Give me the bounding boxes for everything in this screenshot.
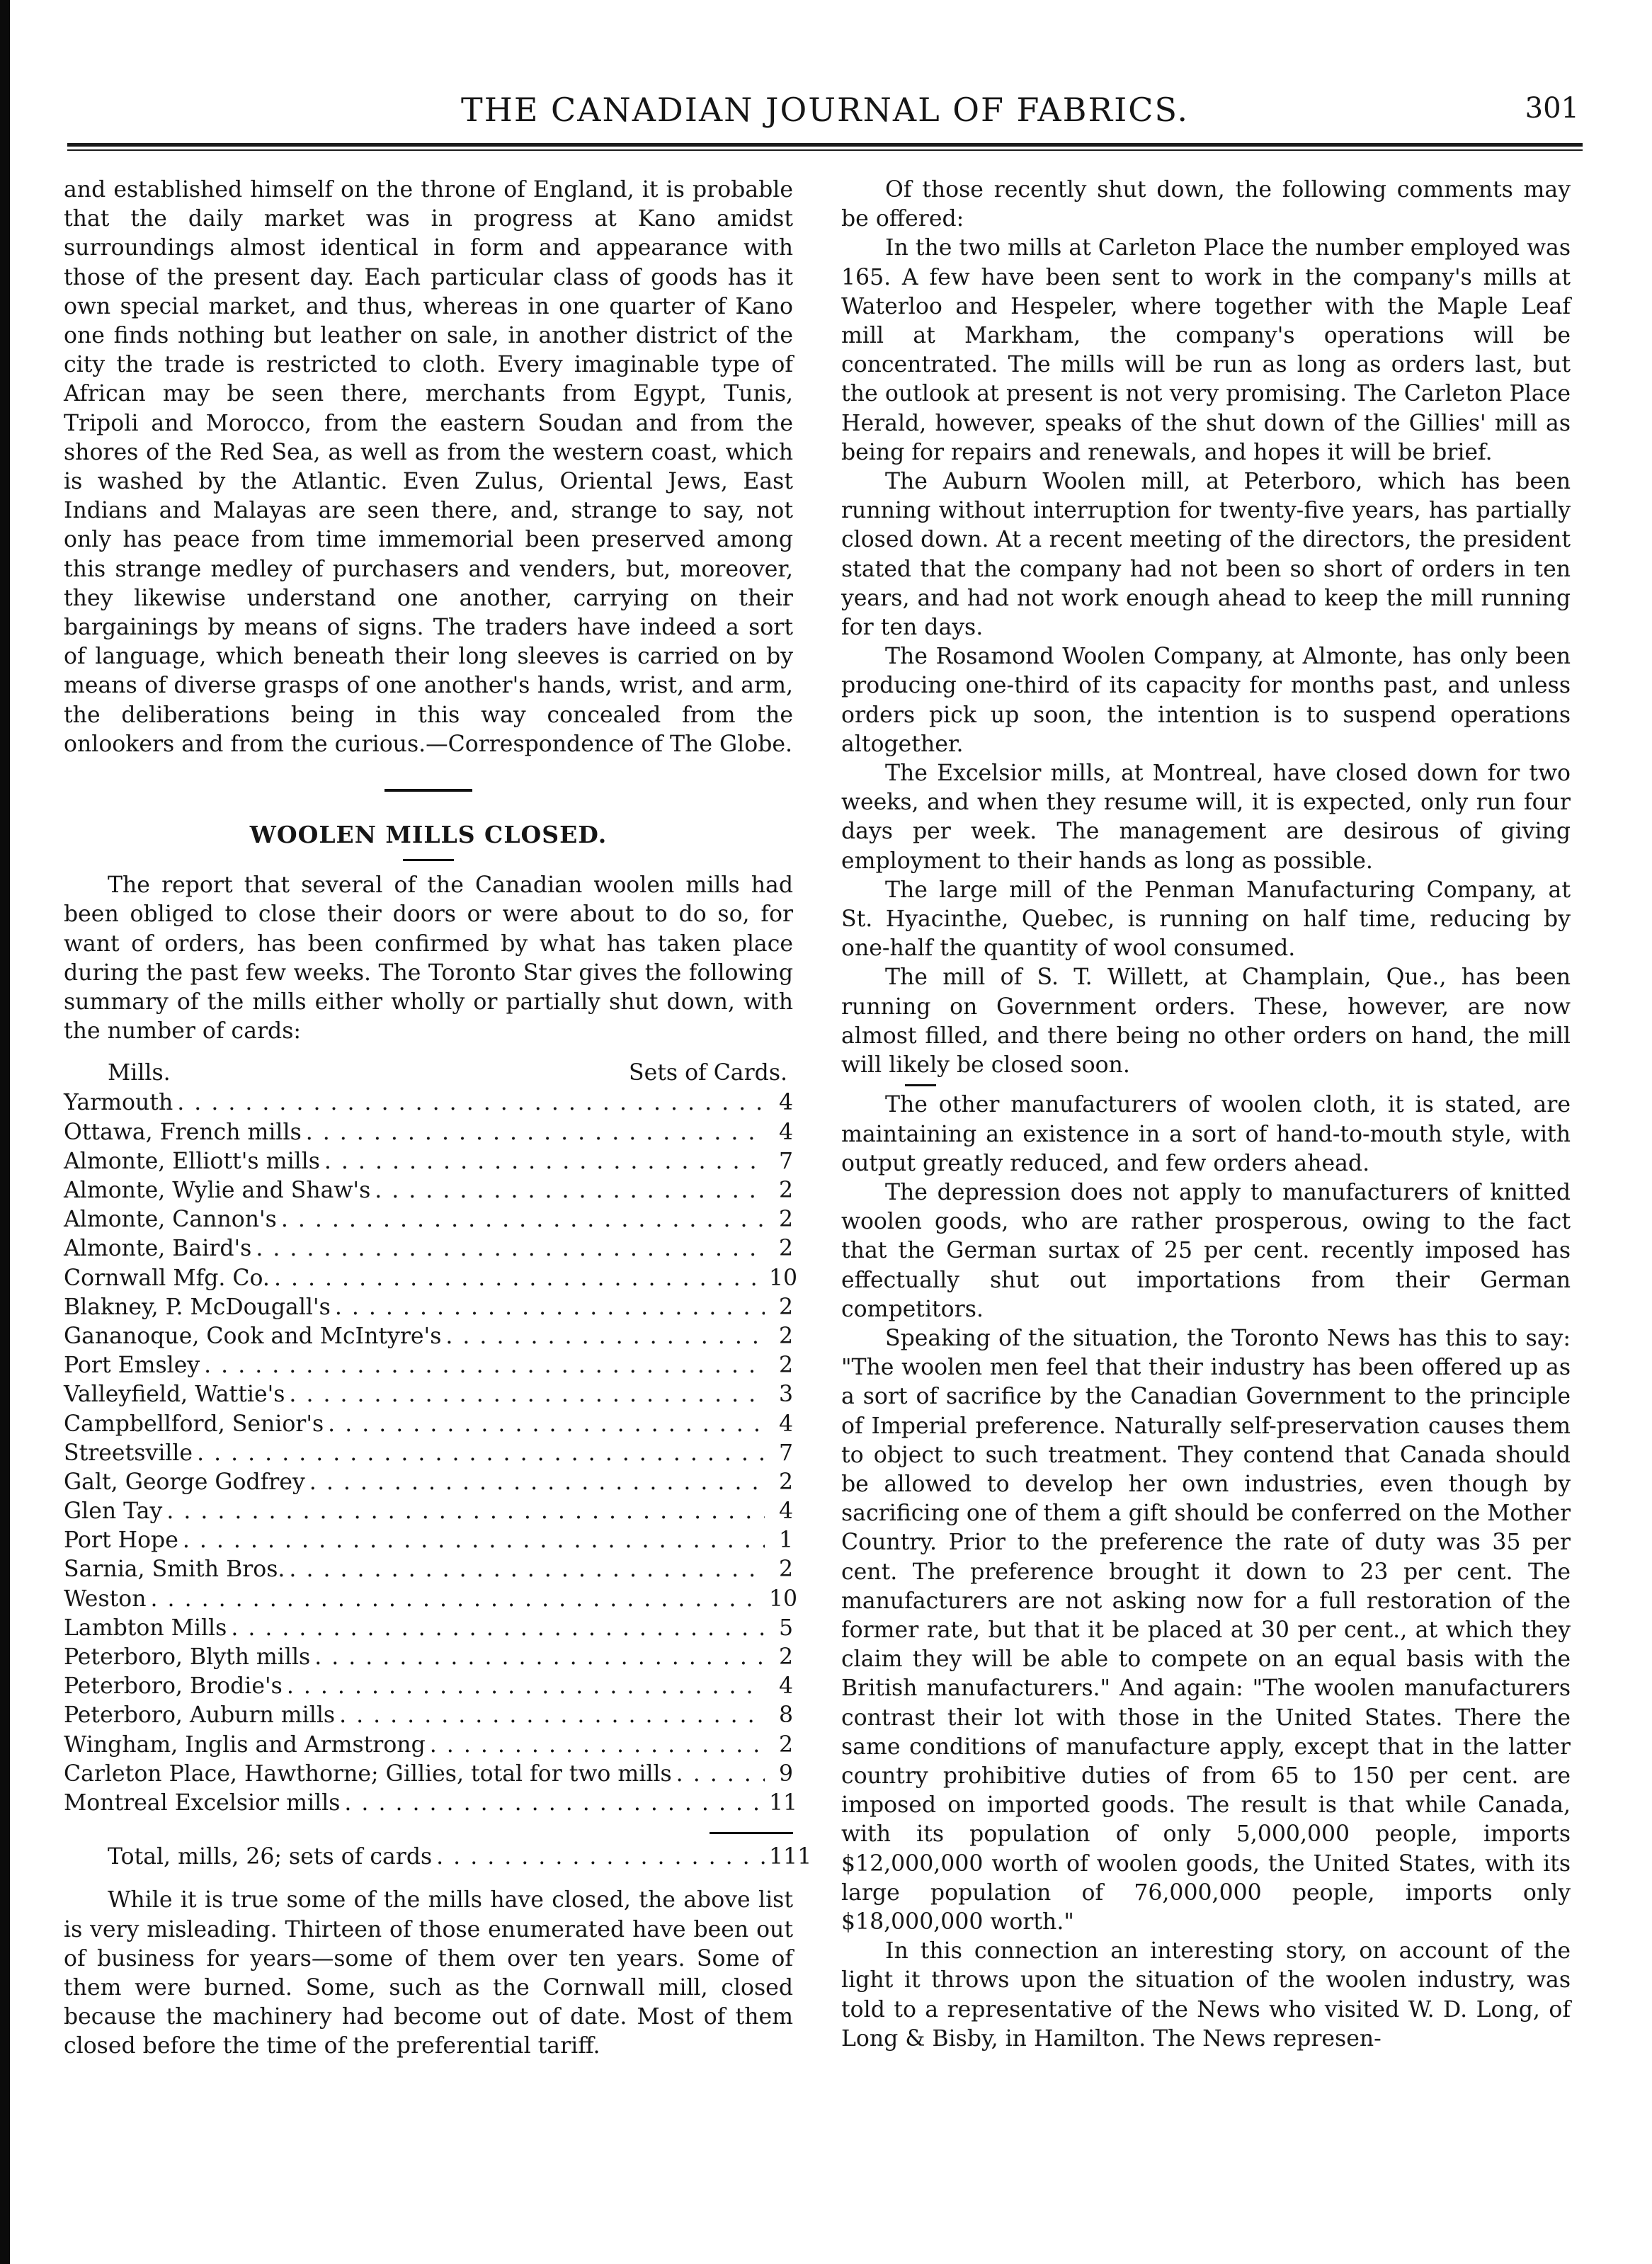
table-row xyxy=(64,1672,793,1701)
total-rule xyxy=(710,1832,793,1834)
table-row xyxy=(64,1264,798,1293)
mill-name: Almonte, Elliott's mills xyxy=(64,1148,320,1174)
running-header xyxy=(64,91,1586,140)
article-paragraph: Speaking of the situation, the Toronto News has this to say: "The woolen men feel that their industry has been offered up as a sort of sacrifice by the Canadian Government to the principle of Imperial preference. Naturally self-preservation causes them to object to such treatment. They contend that Canada should be allowed to develop her own industries, even though by sacrificing one of them a gift should be conferred on the Mother Country. Prior to the preference the rate of duty was 35 per cent. The preference brought it down to 23 per cent. The manufacturers are not asking now for a full restoration of the former rate, but that it be placed at 30 per cent., at which they claim they will be able to compete on an equal basis with the British manufacturers." And again: "The woolen manufacturers contrast their lot with those in the United States. There the same conditions of manufacture apply, except that in the latter country prohibitive duties of from 65 to 150 per cent. are imposed on imported goods. The result is that while Canada, with its population of only 5,000,000 people, imports $12,000,000 worth of woolen goods, the United States, with its large population of 76,000,000 people, imports only $18,000,000 worth." xyxy=(841,1325,1571,1935)
card-count: 4 xyxy=(778,1411,793,1437)
total-value: 111 xyxy=(769,1844,812,1870)
card-count: 4 xyxy=(778,1498,793,1525)
table-row xyxy=(64,1205,793,1234)
leader-dots xyxy=(274,1264,765,1293)
table-row xyxy=(64,1118,793,1147)
leader-dots xyxy=(281,1205,765,1234)
leader-dots xyxy=(183,1526,765,1555)
card-count: 9 xyxy=(778,1760,793,1787)
leader-dots xyxy=(166,1497,765,1526)
table-row xyxy=(64,1410,793,1439)
card-count: 2 xyxy=(778,1294,793,1320)
mill-name: Almonte, Cannon's xyxy=(64,1207,277,1233)
table-total-row xyxy=(64,1843,812,1872)
total-label: Total, mills, 26; sets of cards xyxy=(108,1844,433,1870)
page-edge-rule xyxy=(0,0,10,2264)
mill-name: Ottawa, French mills xyxy=(64,1119,302,1145)
card-count: 5 xyxy=(778,1615,793,1641)
card-count: 10 xyxy=(769,1265,798,1291)
leader-dots xyxy=(344,1789,765,1818)
table-row xyxy=(64,1789,798,1818)
leader-dots xyxy=(306,1118,765,1147)
section-divider xyxy=(384,789,472,792)
card-count: 2 xyxy=(778,1731,793,1758)
card-count: 2 xyxy=(778,1353,793,1379)
mill-name: Port Hope xyxy=(64,1528,178,1554)
card-count: 10 xyxy=(769,1586,798,1612)
article-paragraph: The Auburn Woolen mill, at Peterboro, which has been running without interruption for twenty-five years, has partially closed down. At a recent meeting of the directors, the president stated that the company had not been so short of orders in ten years, and had not work enough ahead to keep the mill running for ten days. xyxy=(841,469,1571,641)
card-count: 2 xyxy=(778,1469,793,1495)
card-count: 2 xyxy=(778,1178,793,1204)
leader-dots xyxy=(204,1351,765,1380)
mill-name: Montreal Excelsior mills xyxy=(64,1790,341,1816)
table-row xyxy=(64,1322,793,1351)
article-paragraph: In this connection an interesting story, on account of the light it throws upon the situation of the woolen industry, was told to a representative of the News who visited W. D. Long, of Long & Bisby, in Hamilton. The News represen- xyxy=(841,1938,1571,2052)
article-paragraph: Of those recently shut down, the following comments may be offered: xyxy=(841,177,1571,232)
table-row xyxy=(64,1760,793,1789)
leader-dots xyxy=(328,1410,765,1439)
leader-dots xyxy=(231,1614,765,1643)
leader-dots xyxy=(676,1760,765,1789)
leader-dots xyxy=(177,1088,765,1117)
card-count: 3 xyxy=(778,1382,793,1408)
table-row xyxy=(64,1526,793,1555)
leader-dots xyxy=(289,1555,765,1584)
mill-name: Streetsville xyxy=(64,1440,193,1466)
mill-name: Blakney, P. McDougall's xyxy=(64,1294,331,1320)
table-row xyxy=(64,1351,793,1380)
mill-name: Valleyfield, Wattie's xyxy=(64,1382,285,1408)
article-paragraph: The large mill of the Penman Manufacturing Company, at St. Hyacinthe, Quebec, is running on half time, reducing by one-half the quantity of wool consumed. xyxy=(841,877,1571,962)
leader-dots xyxy=(289,1380,765,1409)
article-headline: WOOLEN MILLS CLOSED. xyxy=(249,821,608,849)
card-count: 4 xyxy=(778,1119,793,1145)
article-paragraph: In the two mills at Carleton Place the number employed was 165. A few have been sent to work in the company's mills at Waterloo and Hespeler, where together with the Maple Leaf mill at Markham, the company's operations will be concentrated. The mills will be run as long as orders last, but the outlook at present is not very promising. The Carleton Place Herald, however, speaks of the shut down of the Gillies' mill as being for repairs and renewals, and hopes it will be brief. xyxy=(841,235,1571,465)
table-body xyxy=(64,1088,798,1818)
mill-name: Glen Tay xyxy=(64,1498,163,1525)
leader-dots xyxy=(375,1176,765,1205)
journal-title: THE CANADIAN JOURNAL OF FABRICS. xyxy=(461,91,1189,129)
article-paragraph: The Excelsior mills, at Montreal, have closed down for two weeks, and when they resume will, it is expected, only run four days per week. The management are desirous of giving employment to their hands as long as possible. xyxy=(841,761,1571,874)
mill-name: Yarmouth xyxy=(64,1090,173,1116)
mill-name: Cornwall Mfg. Co. xyxy=(64,1265,270,1291)
table-row xyxy=(64,1439,793,1468)
page-number: 301 xyxy=(1525,92,1579,125)
left-column xyxy=(64,176,812,2061)
paragraph-rule xyxy=(905,1084,936,1086)
leader-dots xyxy=(197,1439,765,1468)
mill-name: Lambton Mills xyxy=(64,1615,227,1641)
mill-name: Gananoque, Cook and McIntyre's xyxy=(64,1323,442,1349)
card-count: 2 xyxy=(778,1207,793,1233)
mill-name: Almonte, Baird's xyxy=(64,1236,252,1262)
leader-dots xyxy=(445,1322,765,1351)
leader-dots xyxy=(309,1468,765,1497)
table-row xyxy=(64,1555,793,1584)
mill-name: Peterboro, Brodie's xyxy=(64,1673,283,1700)
leader-dots xyxy=(151,1585,765,1614)
card-count: 1 xyxy=(778,1528,793,1554)
header-rule xyxy=(67,143,1583,151)
leader-dots xyxy=(287,1672,765,1701)
card-count: 7 xyxy=(778,1148,793,1174)
card-count: 7 xyxy=(778,1440,793,1466)
mill-name: Campbellford, Senior's xyxy=(64,1411,324,1437)
table-row xyxy=(64,1176,793,1205)
table-row xyxy=(64,1380,793,1409)
table-row xyxy=(64,1731,793,1760)
mill-name: Peterboro, Blyth mills xyxy=(64,1644,311,1671)
column-header-mills: Mills. xyxy=(108,1060,171,1086)
leader-dots xyxy=(436,1843,765,1872)
card-count: 8 xyxy=(778,1702,793,1729)
table-header xyxy=(64,1059,793,1088)
article-paragraph: The depression does not apply to manufacturers of knitted woolen goods, who are rather prosperous, owing to the fact that the German surtax of 25 per cent. recently imposed has effectually shut out importations from their German competitors. xyxy=(841,1179,1571,1322)
mill-name: Peterboro, Auburn mills xyxy=(64,1702,336,1729)
table-row xyxy=(64,1147,793,1176)
table-row xyxy=(64,1614,793,1643)
mill-name: Wingham, Inglis and Armstrong xyxy=(64,1731,426,1758)
table-row xyxy=(64,1701,793,1730)
headline-rule xyxy=(403,859,454,861)
closing-paragraph: While it is true some of the mills have closed, the above list is very misleading. Thirteen of those enumerated have been out of business for years—some of them over ten years. Some of them were burned. Some, such as the Cornwall mill, closed because the machinery had become out of date. Most of them closed before the time of the preferential tariff. xyxy=(64,1887,793,2059)
card-count: 2 xyxy=(778,1644,793,1671)
right-column xyxy=(841,176,1571,2054)
card-count: 2 xyxy=(778,1557,793,1583)
mill-name: Almonte, Wylie and Shaw's xyxy=(64,1178,371,1204)
right-paragraphs-first xyxy=(841,176,1571,1080)
leader-dots xyxy=(339,1701,765,1730)
card-count: 4 xyxy=(778,1090,793,1116)
article-paragraph: The Rosamond Woolen Company, at Almonte, has only been producing one-third of its capacity for months past, and unless orders pick up soon, the intention is to suspend operations altogether. xyxy=(841,644,1571,757)
card-count: 4 xyxy=(778,1673,793,1700)
table-row xyxy=(64,1088,793,1117)
mill-name: Port Emsley xyxy=(64,1353,200,1379)
leader-dots xyxy=(430,1731,765,1760)
leader-dots xyxy=(324,1147,765,1176)
card-count: 2 xyxy=(778,1236,793,1262)
table-row xyxy=(64,1643,793,1672)
table-row xyxy=(64,1468,793,1497)
mill-name: Sarnia, Smith Bros. xyxy=(64,1557,285,1583)
mill-name: Weston xyxy=(64,1586,147,1612)
table-row xyxy=(64,1293,793,1322)
mills-cards-table xyxy=(64,1059,812,1872)
card-count: 11 xyxy=(769,1790,798,1816)
card-count: 2 xyxy=(778,1323,793,1349)
table-row xyxy=(64,1497,793,1526)
article-paragraph: The mill of S. T. Willett, at Champlain, Que., has been running on Government orders. These, however, are now almost filled, and there being no other orders on hand, the mill will likely be closed soon. xyxy=(841,965,1571,1079)
table-row xyxy=(64,1585,798,1614)
column-header-cards: Sets of Cards. xyxy=(629,1060,787,1086)
article-intro-paragraph: The report that several of the Canadian woolen mills had been obliged to close their doors or were about to do so, for want of orders, has been confirmed by what has taken place during the past few weeks. The Toronto Star gives the following summary of the mills either wholly or partially shut down, with the number of cards: xyxy=(64,872,793,1045)
table-row xyxy=(64,1234,793,1263)
leader-dots xyxy=(314,1643,765,1672)
mill-name: Carleton Place, Hawthorne; Gillies, total for two mills xyxy=(64,1760,672,1787)
leader-dots xyxy=(335,1293,765,1322)
mill-name: Galt, George Godfrey xyxy=(64,1469,305,1495)
right-paragraphs-second xyxy=(841,1091,1571,2054)
leader-dots xyxy=(256,1234,765,1263)
kano-market-paragraph: and established himself on the throne of England, it is probable that the daily market was in progress at Kano amidst surroundings almost identical in form and appearance with those of the present day. Each particular class of goods has it own special market, and thus, whereas in one quarter of Kano one finds nothing but leather on sale, in another district of the city the trade is restricted to cloth. Every imaginable type of African may be seen there, merchants from Egypt, Tunis, Tripoli and Morocco, from the eastern Soudan and from the shores of the Red Sea, as well as from the western coast, which is washed by the Atlantic. Even Zulus, Oriental Jews, East Indians and Malayas are seen there, and, strange to say, not only has peace from time immemorial been preserved among this strange medley of purchasers and venders, but, moreover, they likewise understand one another, carrying on their bargainings by means of signs. The traders have indeed a sort of language, which beneath their long sleeves is carried on by means of diverse grasps of one another's hands, wrist, and arm, the deliberations being in this way concealed from the onlookers and from the curious.—Correspondence of The Globe. xyxy=(64,177,793,757)
article-paragraph: The other manufacturers of woolen cloth, it is stated, are maintaining an existence in a sort of hand-to-mouth style, with output greatly reduced, and few orders ahead. xyxy=(841,1092,1571,1176)
